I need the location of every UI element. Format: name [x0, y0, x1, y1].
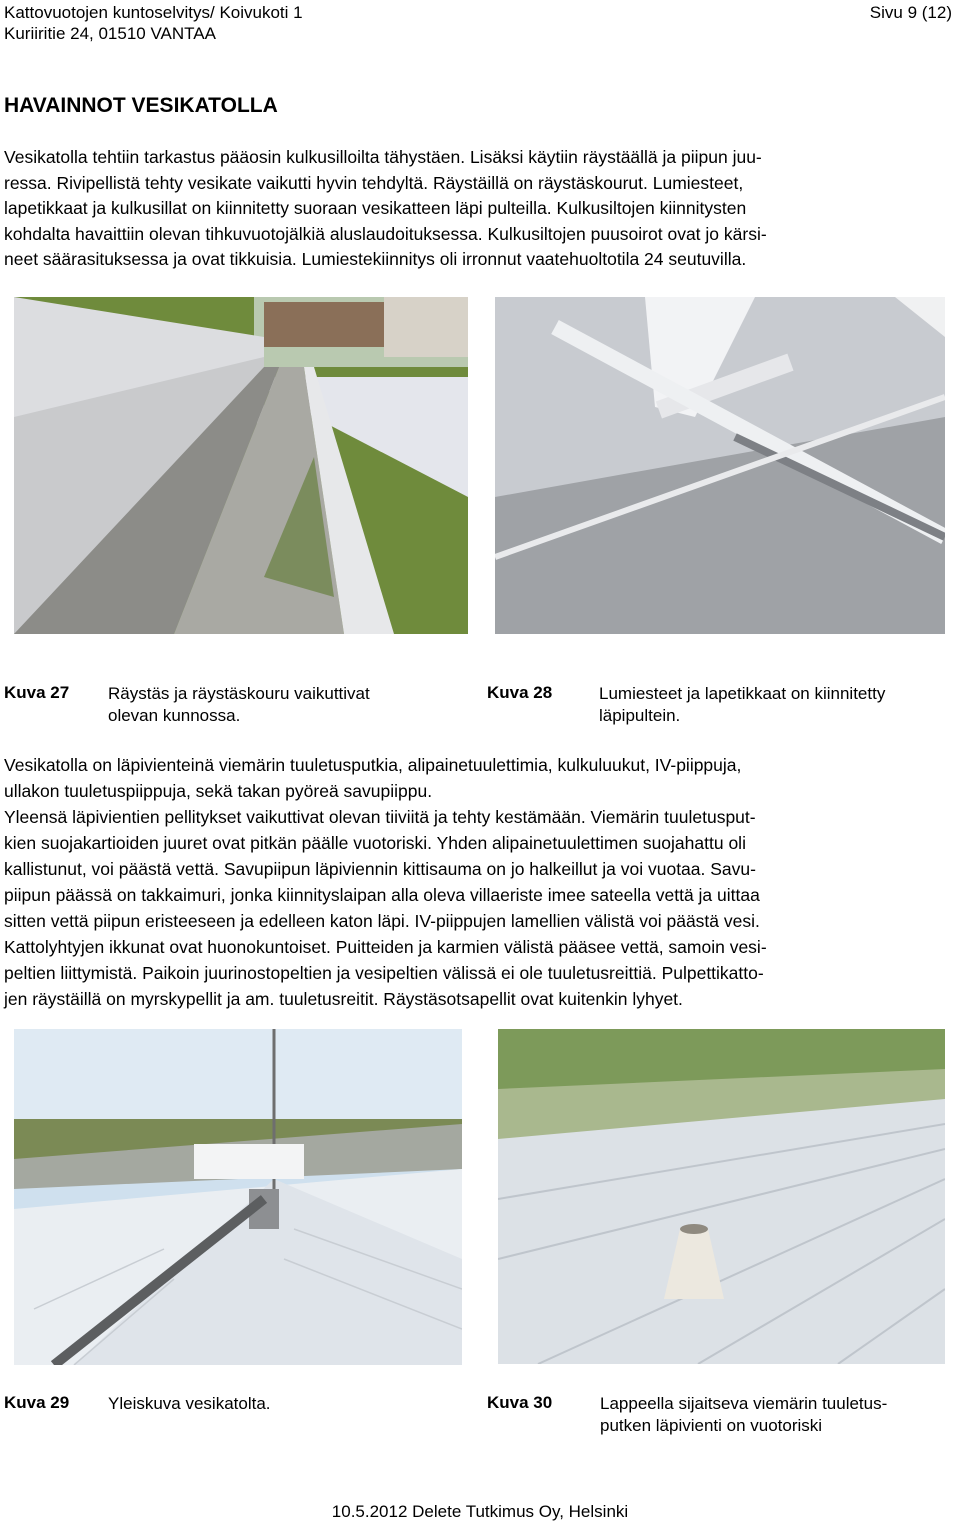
- body-line: Vesikatolla on läpivienteinä viemärin tuuletusputkia, alipainetuulettimia, kulkuluukut, IV-piippuja,: [4, 755, 742, 775]
- section-title: HAVAINNOT VESIKATOLLA: [4, 94, 278, 117]
- photo-snow-guard: [495, 297, 945, 634]
- intro-line: Vesikatolla tehtiin tarkastus pääosin kulkusilloilta tähystäen. Lisäksi käytiin räystäällä ja piipun juu-: [4, 147, 762, 167]
- body-line: kallistunut, voi päästä vettä. Savupiipun läpiviennin kittisauma on jo halkeillut ja voi vuotaa. Savu-: [4, 859, 756, 879]
- caption-line: Lappeella sijaitseva viemärin tuuletus-: [600, 1394, 888, 1413]
- caption-line: Räystäs ja räystäskouru vaikuttivat: [108, 684, 370, 703]
- header-page-number: Sivu 9 (12): [869, 3, 952, 22]
- caption-line: olevan kunnossa.: [108, 706, 241, 725]
- body-line: sitten vettä piipun eristeeseen ja edelleen katon läpi. IV-piippujen lamellien välistä voi päästä vesi.: [4, 911, 760, 931]
- body-line: jen räystäillä on myrskypellit ja am. tuuletusreitit. Räystäsotsapellit ovat kuitenkin lyhyet.: [4, 989, 683, 1009]
- intro-line: kohdalta havaittiin olevan tihkuvuotojälkiä aluslaudoituksessa. Kulkusiltojen puusoirot ovat jo kärsi-: [4, 223, 767, 244]
- caption-label-29: Kuva 29: [4, 1393, 70, 1412]
- caption-line: Lumiesteet ja lapetikkaat on kiinnitetty: [599, 684, 886, 703]
- body-line: kien suojakartioiden juuret ovat pitkän päälle vuotoriski. Yhden alipainetuulettimen suojahattu oli: [4, 833, 746, 853]
- caption-text-29: [108, 1393, 271, 1415]
- caption-label-27: Kuva 27: [4, 683, 70, 702]
- photo-vent-pipe: [498, 1029, 945, 1364]
- caption-line: putken läpivienti on vuotoriski: [600, 1416, 823, 1435]
- intro-line: ressa. Rivipellistä tehty vesikate vaikutti hyvin tehdyltä. Räystäillä on räystäskourut. Lumiesteet,: [4, 172, 744, 193]
- caption-label-30: Kuva 30: [487, 1393, 553, 1412]
- caption-line: läpipultein.: [599, 706, 681, 725]
- caption-text-27: [108, 683, 370, 727]
- photo-roof-overview: [14, 1029, 462, 1365]
- caption-text-28: [599, 683, 885, 727]
- intro-paragraph: [4, 145, 767, 273]
- intro-line: neet säärasituksessa ja ovat tikkuisia. Lumiestekiinnitys oli irronnut vaatehuoltotila 24 seutuvilla.: [4, 249, 747, 269]
- photo-gutter: [14, 297, 468, 634]
- body-line: piipun päässä on takkaimuri, jonka kiinnityslaipan alla oleva villaeriste imee sateella vettä ja uittaa: [4, 885, 760, 905]
- intro-line: lapetikkaat ja kulkusillat on kiinnitetty suoraan vesikatteen läpi pulteilla. Kulkusiltojen kiinnitysten: [4, 198, 747, 218]
- footer-text: 10.5.2012 Delete Tutkimus Oy, Helsinki: [331, 1502, 629, 1521]
- caption-line: Yleiskuva vesikatolta.: [108, 1394, 271, 1413]
- caption-label-28: Kuva 28: [487, 683, 553, 702]
- body-line: Yleensä läpivientien pellitykset vaikuttivat olevan tiiviitä ja tehty kestämään. Viemärin tuuletusput-: [4, 807, 756, 827]
- body-line: ullakon tuuletuspiippuja, sekä takan pyöreä savupiippu.: [4, 781, 433, 801]
- body-line: peltien liittymistä. Paikoin juurinostopeltien ja vesipeltien välissä ei ole tuuletusreittiä. Pulpettikatto-: [4, 963, 764, 983]
- header-address: Kuriiritie 24, 01510 VANTAA: [4, 24, 216, 43]
- caption-text-30: [600, 1393, 887, 1437]
- body-line: Kattolyhtyjen ikkunat ovat huonokuntoiset. Puitteiden ja karmien välistä pääsee vettä, samoin vesi-: [4, 937, 767, 957]
- body-paragraph: [4, 752, 767, 1012]
- header-doc-title: Kattovuotojen kuntoselvitys/ Koivukoti 1: [4, 3, 303, 22]
